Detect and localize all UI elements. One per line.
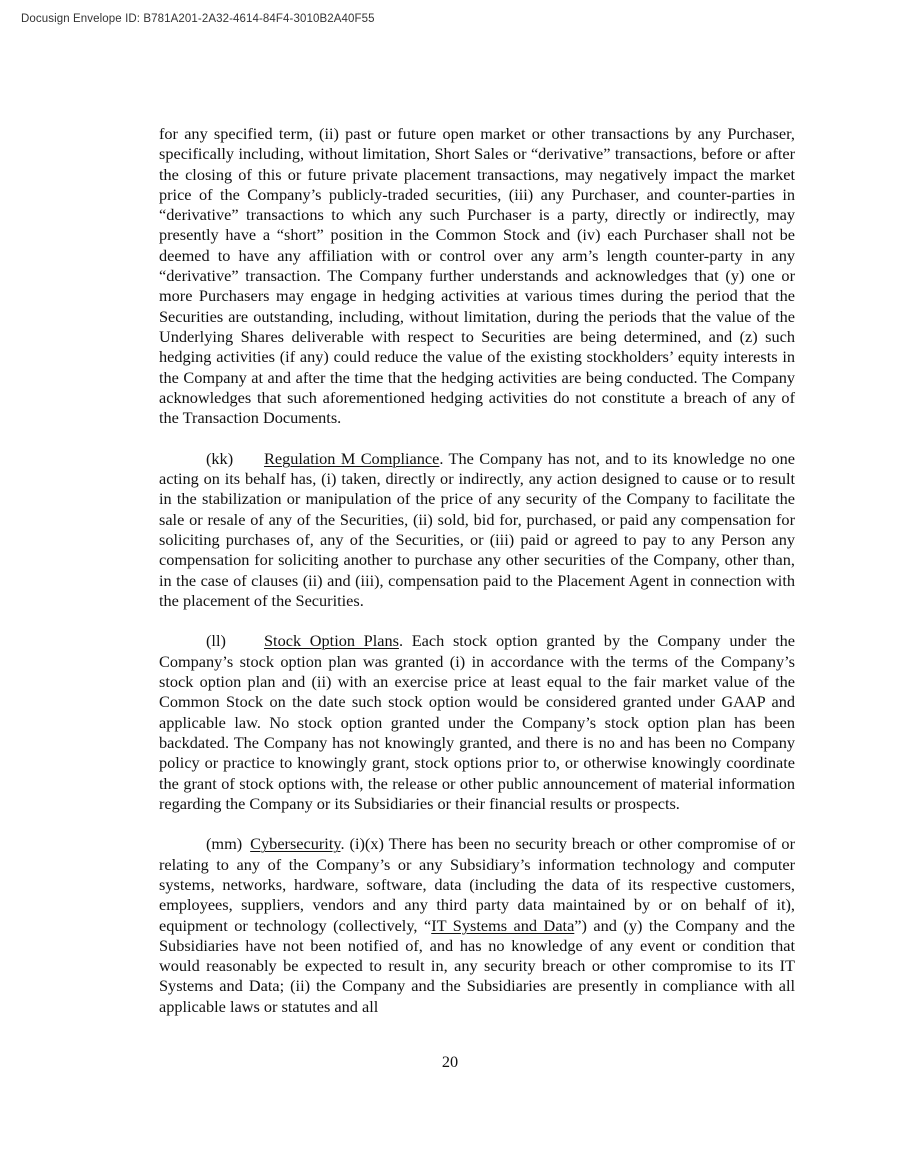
section-kk-number: (kk) — [206, 448, 234, 468]
docusign-envelope-id: Docusign Envelope ID: B781A201-2A32-4614-84F4-3010B2A40F55 — [21, 13, 375, 25]
section-kk-title: Regulation M Compliance — [264, 448, 440, 468]
section-mm-body-after: ”) and (y) the Company and the Subsidiaries have not been notified of, and has no knowledge of any event or condition that would reasonably be expected to result in, any security breach or other compromise to its IT Systems and Data; (ii) the Company and the Subsidiaries are presently in compliance with all applicable laws or statutes and all — [159, 915, 795, 1016]
section-ll-title: Stock Option Plans — [264, 631, 399, 651]
section-kk-paragraph — [159, 449, 795, 611]
section-ll-body: . Each stock option granted by the Company under the Company’s stock option plan was granted (i) in accordance with the terms of the Company’s stock option plan and (ii) with an exercise price at least equal to the fair market value of the Common Stock on the date such stock option would be considered granted under GAAP and applicable law. No stock option granted under the Company’s stock option plan has been backdated. The Company has not knowingly granted, and there is no and has been no Company policy or practice to knowingly grant, stock options prior to, or otherwise knowingly coordinate the grant of stock options with, the release or other public announcement of material information regarding the Company or its Subsidiaries or their financial results or prospects. — [159, 631, 795, 813]
page-number: 20 — [441, 1052, 459, 1071]
section-ll-number: (ll) — [206, 631, 226, 651]
document-body — [159, 124, 795, 1017]
continuation-paragraph: for any specified term, (ii) past or future open market or other transactions by any Purchaser, specifically including, without limitation, Short Sales or “derivative” transactions, before or after the closing of this or future private placement transactions, may negatively impact the market price of the Company’s publicly-traded securities, (iii) any Purchaser, and counter-parties in “derivative” transactions to which any such Purchaser is a party, directly or indirectly, may presently have a “short” position in the Common Stock and (iv) each Purchaser shall not be deemed to have any affiliation with or control over any arm’s length counter-party in any “derivative” transaction. The Company further understands and acknowledges that (y) one or more Purchasers may engage in hedging activities at various times during the period that the Securities are outstanding, including, without limitation, during the periods that the value of the Underlying Shares deliverable with respect to Securities are being determined, and (z) such hedging activities (if any) could reduce the value of the existing stockholders’ equity interests in the Company at and after the time that the hedging activities are being conducted. The Company acknowledges that such aforementioned hedging activities do not constitute a breach of any of the Transaction Documents. — [159, 124, 795, 428]
section-mm-paragraph — [159, 834, 795, 1017]
section-mm-number: (mm) — [206, 834, 243, 854]
section-mm-body-before: . (i)(x) There has been no security breach or other compromise of or relating to any of the Company’s or any Subsidiary’s information technology and computer systems, networks, hardware, software, data (including the data of its respective customers, employees, suppliers, vendors and any third party data maintained by or on behalf of it), equipment or technology (collectively, “ — [159, 834, 795, 935]
section-mm-defined-term: IT Systems and Data — [431, 915, 575, 935]
section-mm-title: Cybersecurity — [250, 834, 341, 854]
section-kk-body: . The Company has not, and to its knowledge no one acting on its behalf has, (i) taken, directly or indirectly, any action designed to cause or to result in the stabilization or manipulation of the price of any security of the Company to facilitate the sale or resale of any of the Securities, (ii) sold, bid for, purchased, or paid any compensation for soliciting purchases of, any of the Securities, or (iii) paid or agreed to pay to any Person any compensation for soliciting another to purchase any other securities of the Company, other than, in the case of clauses (ii) and (iii), compensation paid to the Placement Agent in connection with the placement of the Securities. — [159, 448, 796, 610]
section-ll-paragraph — [159, 631, 795, 814]
